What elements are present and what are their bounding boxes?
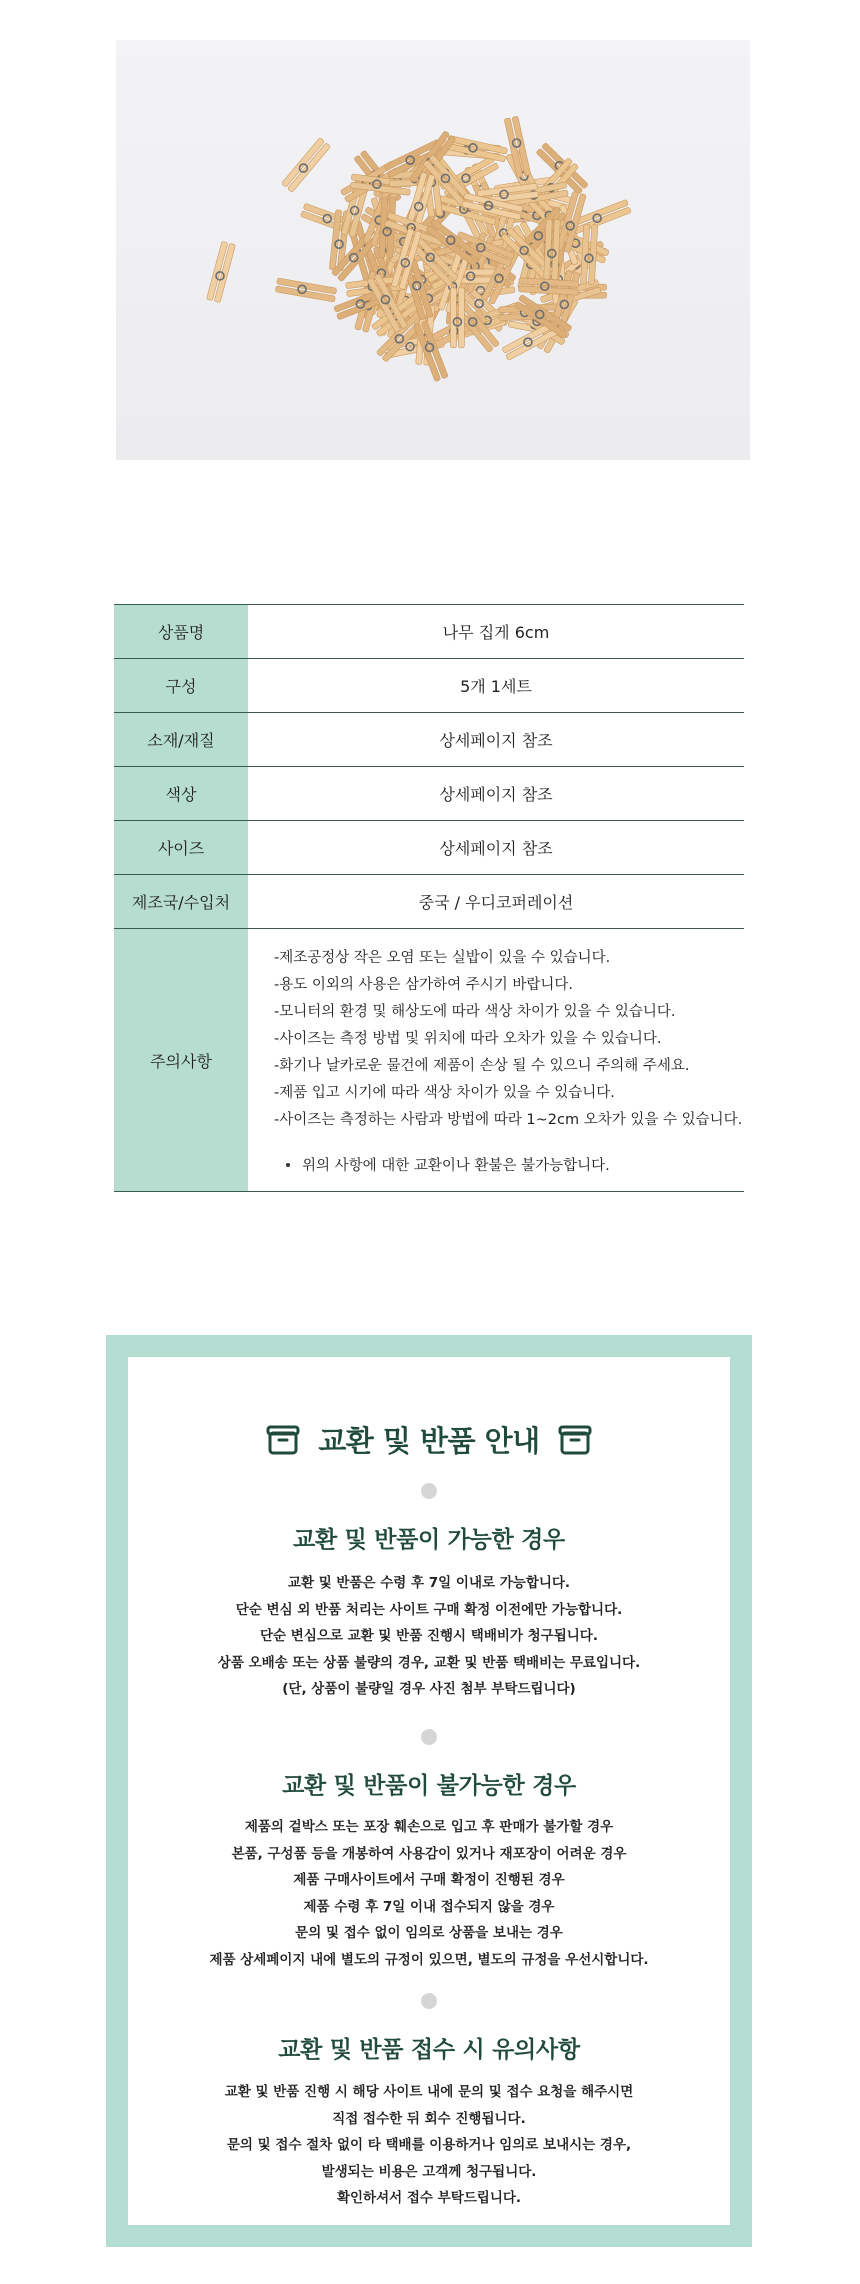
caution-item: -제품 입고 시기에 따라 색상 차이가 있을 수 있습니다. (274, 1085, 615, 1101)
separator-dot (421, 1729, 437, 1745)
section-body (128, 2079, 730, 2212)
spec-row-size (114, 821, 744, 875)
caution-item: -사이즈는 측정 방법 및 위치에 따라 오차가 있을 수 있습니다. (274, 1031, 662, 1047)
section-body (128, 1814, 730, 1973)
spec-row-caution (114, 929, 744, 1192)
section-line: 본품, 구성품 등을 개봉하여 사용감이 있거나 재포장이 어려운 경우 (231, 1845, 627, 1862)
spec-label: 주의사항 (114, 929, 248, 1192)
spec-label: 사이즈 (114, 821, 248, 875)
spec-value: 나무 집게 6cm (442, 623, 550, 642)
spec-value: 상세페이지 참조 (439, 839, 553, 858)
separator-dot (421, 1993, 437, 2009)
section-line: 문의 및 접수 절차 없이 타 택배를 이용하거나 임의로 보내시는 경우, (226, 2137, 632, 2153)
exchange-return-panel (106, 1335, 752, 2247)
spec-row-name (114, 605, 744, 659)
section-line: 제품의 겉박스 또는 포장 훼손으로 입고 후 판매가 불가할 경우 (244, 1819, 614, 1835)
section-line: 교환 및 반품 진행 시 해당 사이트 내에 문의 및 접수 요청을 해주시면 (224, 2084, 634, 2100)
spec-label: 상품명 (114, 605, 248, 659)
spec-row-composition (114, 659, 744, 713)
spec-value: 5개 1세트 (460, 677, 532, 696)
section-line: 제품 구매사이트에서 구매 확정이 진행된 경우 (293, 1872, 565, 1888)
section-line: 단순 변심으로 교환 및 반품 진행시 택배비가 청구됩니다. (260, 1628, 598, 1644)
section-line: 발생되는 비용은 고객께 청구됩니다. (321, 2163, 537, 2180)
separator-dot (421, 1483, 437, 1499)
section-line: 제품 수령 후 7일 이내 접수되지 않을 경우 (303, 1898, 555, 1915)
section-heading: 교환 및 반품 접수 시 유의사항 (278, 2037, 580, 2063)
spec-label: 소재/재질 (114, 713, 248, 767)
section-heading: 교환 및 반품이 불가능한 경우 (282, 1773, 576, 1799)
spec-label: 구성 (114, 659, 248, 713)
caution-note (286, 1154, 744, 1175)
caution-note-text: 위의 사항에 대한 교환이나 환불은 불가능합니다. (302, 1158, 610, 1174)
spec-label: 색상 (114, 767, 248, 821)
panel-content (128, 1357, 730, 2225)
section-body (128, 1570, 730, 1703)
caution-content (248, 929, 744, 1192)
spec-value: 상세페이지 참조 (439, 785, 553, 804)
section-line: 교환 및 반품은 수령 후 7일 이내로 가능합니다. (287, 1575, 571, 1591)
spec-value: 중국 / 우디코퍼레이션 (418, 893, 574, 912)
spec-row-color (114, 767, 744, 821)
caution-item: -용도 이외의 사용은 삼가하여 주시기 바랍니다. (274, 977, 574, 993)
bullet-icon (286, 1163, 290, 1167)
section-line: 단순 변심 외 반품 처리는 사이트 구매 확정 이전에만 가능합니다. (235, 1601, 623, 1618)
box-icon (266, 1423, 300, 1457)
product-photo (116, 40, 750, 460)
spec-label: 제조국/수입처 (114, 875, 248, 929)
section-heading: 교환 및 반품이 가능한 경우 (293, 1527, 565, 1553)
spec-value: 상세페이지 참조 (439, 731, 553, 750)
caution-list (274, 945, 744, 1134)
box-icon (558, 1423, 592, 1457)
section-line: 제품 상세페이지 내에 별도의 규정이 있으면, 별도의 규정을 우선시합니다. (209, 1951, 649, 1968)
wooden-clothespins-image (116, 40, 750, 460)
section-line: 문의 및 접수 없이 임의로 상품을 보내는 경우 (295, 1925, 563, 1941)
section-line: 상품 오배송 또는 상품 불량의 경우, 교환 및 반품 택배비는 무료입니다. (217, 1654, 641, 1671)
caution-item: -제조공정상 작은 오염 또는 실밥이 있을 수 있습니다. (274, 950, 611, 966)
section-line: 직접 접수한 뒤 회수 진행됩니다. (332, 2110, 526, 2127)
panel-title-text: 교환 및 반품 안내 (318, 1424, 540, 1458)
panel-title (128, 1419, 730, 1460)
section-line: 확인하셔서 접수 부탁드립니다. (336, 2190, 522, 2206)
section-line: (단, 상품이 불량일 경우 사진 첨부 부탁드립니다) (282, 1681, 576, 1697)
caution-item: -화기나 날카로운 물건에 제품이 손상 될 수 있으니 주의해 주세요. (274, 1058, 690, 1074)
caution-item: -모니터의 환경 및 해상도에 따라 색상 차이가 있을 수 있습니다. (274, 1004, 676, 1020)
spec-row-material (114, 713, 744, 767)
caution-item: -사이즈는 측정하는 사람과 방법에 따라 1~2cm 오차가 있을 수 있습니다. (274, 1112, 743, 1128)
spec-row-origin (114, 875, 744, 929)
spec-table (114, 604, 744, 1192)
